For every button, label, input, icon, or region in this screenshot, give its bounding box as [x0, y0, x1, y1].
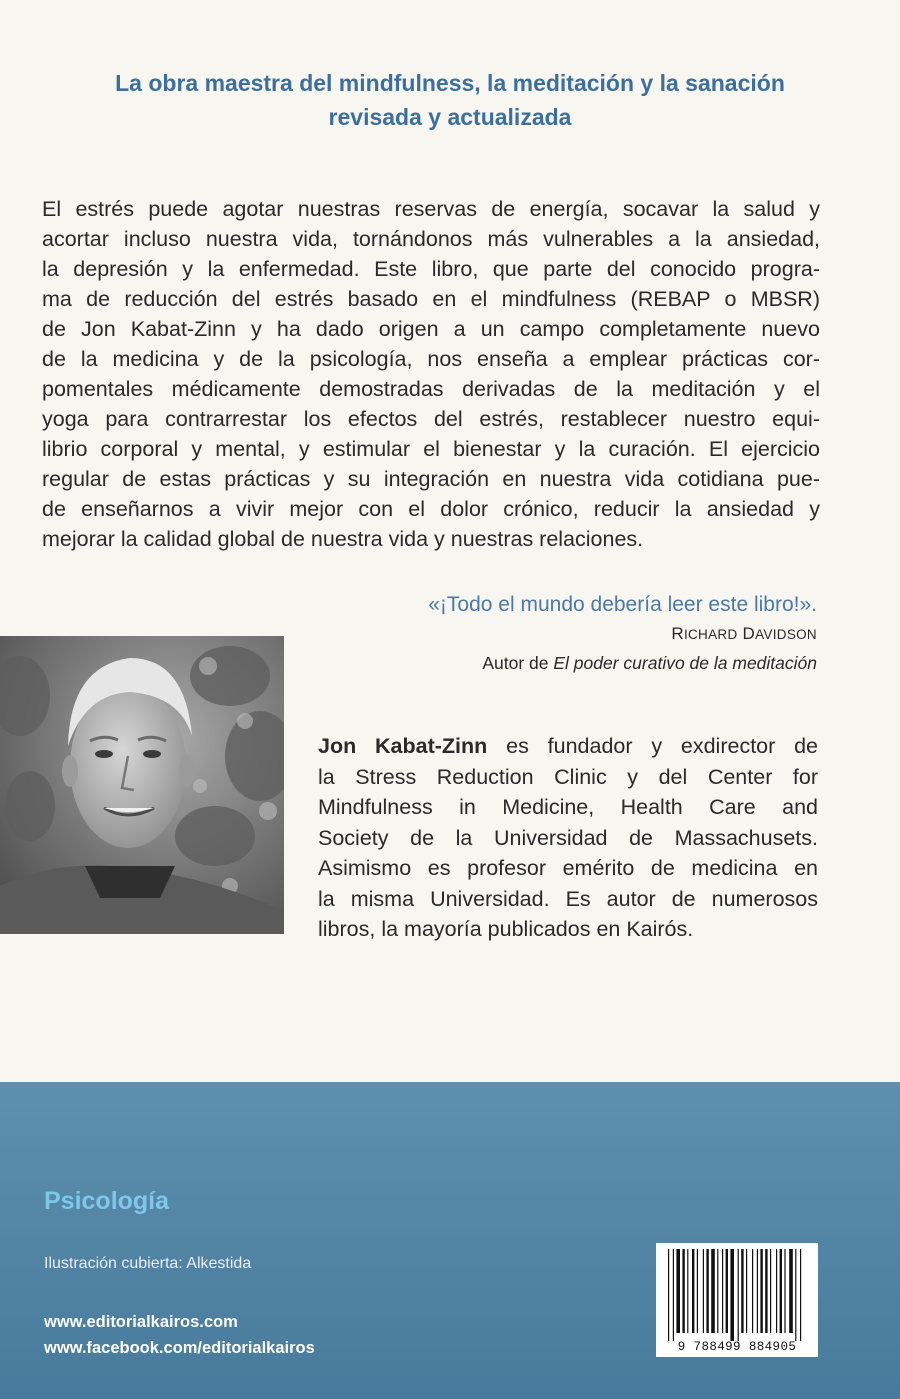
portrait-illustration [0, 636, 284, 934]
barcode-bar [673, 1249, 674, 1341]
barcode [656, 1243, 818, 1357]
blurb-line: El estrés puede agotar nuestras reservas de energía, socavar la salud y [42, 197, 820, 221]
author-initial: D [742, 624, 756, 643]
barcode-bar [722, 1249, 723, 1333]
author-first-rest: ICHARD [683, 627, 738, 642]
bio-line [318, 731, 818, 762]
source-prefix: Autor de [482, 653, 554, 673]
blurb-line: la depresión y la enfermedad. Este libro, que parte del conocido progra- [42, 257, 820, 281]
bio-line-rest: es fundador y exdirector de [487, 734, 819, 758]
barcode-bar [741, 1249, 743, 1333]
author-last-rest: AVIDSON [755, 627, 817, 642]
barcode-bar [800, 1249, 801, 1341]
blurb-line: regular de estas prácticas y su integración en nuestra vida cotidiana pue- [42, 467, 820, 491]
blurb-line: pomentales médicamente demostradas derivadas de la meditación y el [42, 377, 820, 401]
blurb-line: mejorar la calidad global de nuestra vida y nuestras relaciones. [42, 527, 644, 551]
endorsement-author [428, 620, 817, 649]
facebook-link[interactable]: www.facebook.com/editorialkairos [44, 1339, 315, 1357]
bio-line: Mindfulness in Medicine, Health Care and [318, 795, 818, 819]
barcode-bar [784, 1249, 785, 1333]
endorsement-quote: «¡Todo el mundo debería leer este libro!». [428, 593, 817, 616]
bio-line: Society de la Universidad de Massachusets. [318, 825, 818, 850]
barcode-bar [752, 1249, 753, 1333]
endorsement [428, 590, 817, 677]
blurb-line: ma de reducción del estrés basado en el mindfulness (REBAP o MBSR) [42, 287, 820, 311]
blurb-paragraph [42, 194, 820, 554]
website-link[interactable]: www.editorialkairos.com [44, 1313, 238, 1331]
barcode-bar [770, 1249, 771, 1333]
barcode-bar [738, 1249, 739, 1341]
headline-line-1: La obra maestra del mindfulness, la meditación y la sanación [115, 70, 785, 96]
bio-line: Asimismo es profesor emérito de medicina en [318, 856, 818, 880]
barcode-bar [687, 1249, 688, 1333]
barcode-bar [706, 1249, 708, 1333]
blurb-line: yoga para contrarrestar los efectos del estrés, restablecer nuestro equi- [42, 407, 820, 431]
barcode-bar [692, 1249, 694, 1333]
blurb-line: librio corporal y mental, y estimular el bienestar y la curación. El ejercicio [42, 437, 820, 461]
barcode-bar [757, 1249, 758, 1333]
barcode-bar [711, 1249, 715, 1333]
barcode-bar [717, 1249, 718, 1333]
illustration-credit: Ilustración cubierta: Alkestida [44, 1255, 252, 1272]
bio-line: libros, la mayoría publicados en Kairós. [318, 917, 694, 941]
blurb-line: acortar incluso nuestra vida, tornándonos más vulnerables a la ansiedad, [42, 227, 820, 251]
isbn-number: 9 788499 884905 [677, 1340, 797, 1354]
source-title: El poder curativo de la meditación [553, 653, 817, 673]
barcode-bar [676, 1249, 680, 1333]
barcode-bar [703, 1249, 704, 1333]
barcode-bar [668, 1249, 669, 1341]
barcode-bar [795, 1249, 796, 1341]
bio-line: la Stress Reduction Clinic y del Center for [318, 764, 818, 789]
barcode-bar [682, 1249, 684, 1333]
barcode-bar [780, 1249, 782, 1333]
barcode-bar [765, 1249, 767, 1333]
category-label: Psicología [44, 1187, 170, 1215]
endorsement-source [428, 649, 817, 677]
headline-line-2: revisada y actualizada [328, 104, 572, 130]
author-bio [318, 731, 818, 945]
author-name: Jon Kabat-Zinn [318, 734, 488, 758]
headline [30, 66, 870, 134]
author-initial: R [671, 624, 684, 643]
barcode-bar [726, 1249, 728, 1333]
bio-line: la misma Universidad. Es autor de numerosos [318, 886, 818, 911]
barcode-bar [746, 1249, 747, 1333]
barcode-bar [789, 1249, 793, 1333]
barcode-bar [776, 1249, 777, 1333]
publisher-links [44, 1309, 315, 1361]
blurb-line: de la medicina y de la psicología, nos enseña a emplear prácticas cor- [42, 347, 820, 371]
author-portrait-image [0, 636, 284, 934]
blurb-line: de Jon Kabat-Zinn y ha dado origen a un campo completamente nuevo [42, 317, 820, 341]
barcode-bar [760, 1249, 762, 1333]
blurb-line: de enseñarnos a vivir mejor con el dolor crónico, reducir la ansiedad y [42, 497, 820, 521]
barcode-bar [697, 1249, 698, 1333]
barcode-bar [730, 1249, 734, 1341]
